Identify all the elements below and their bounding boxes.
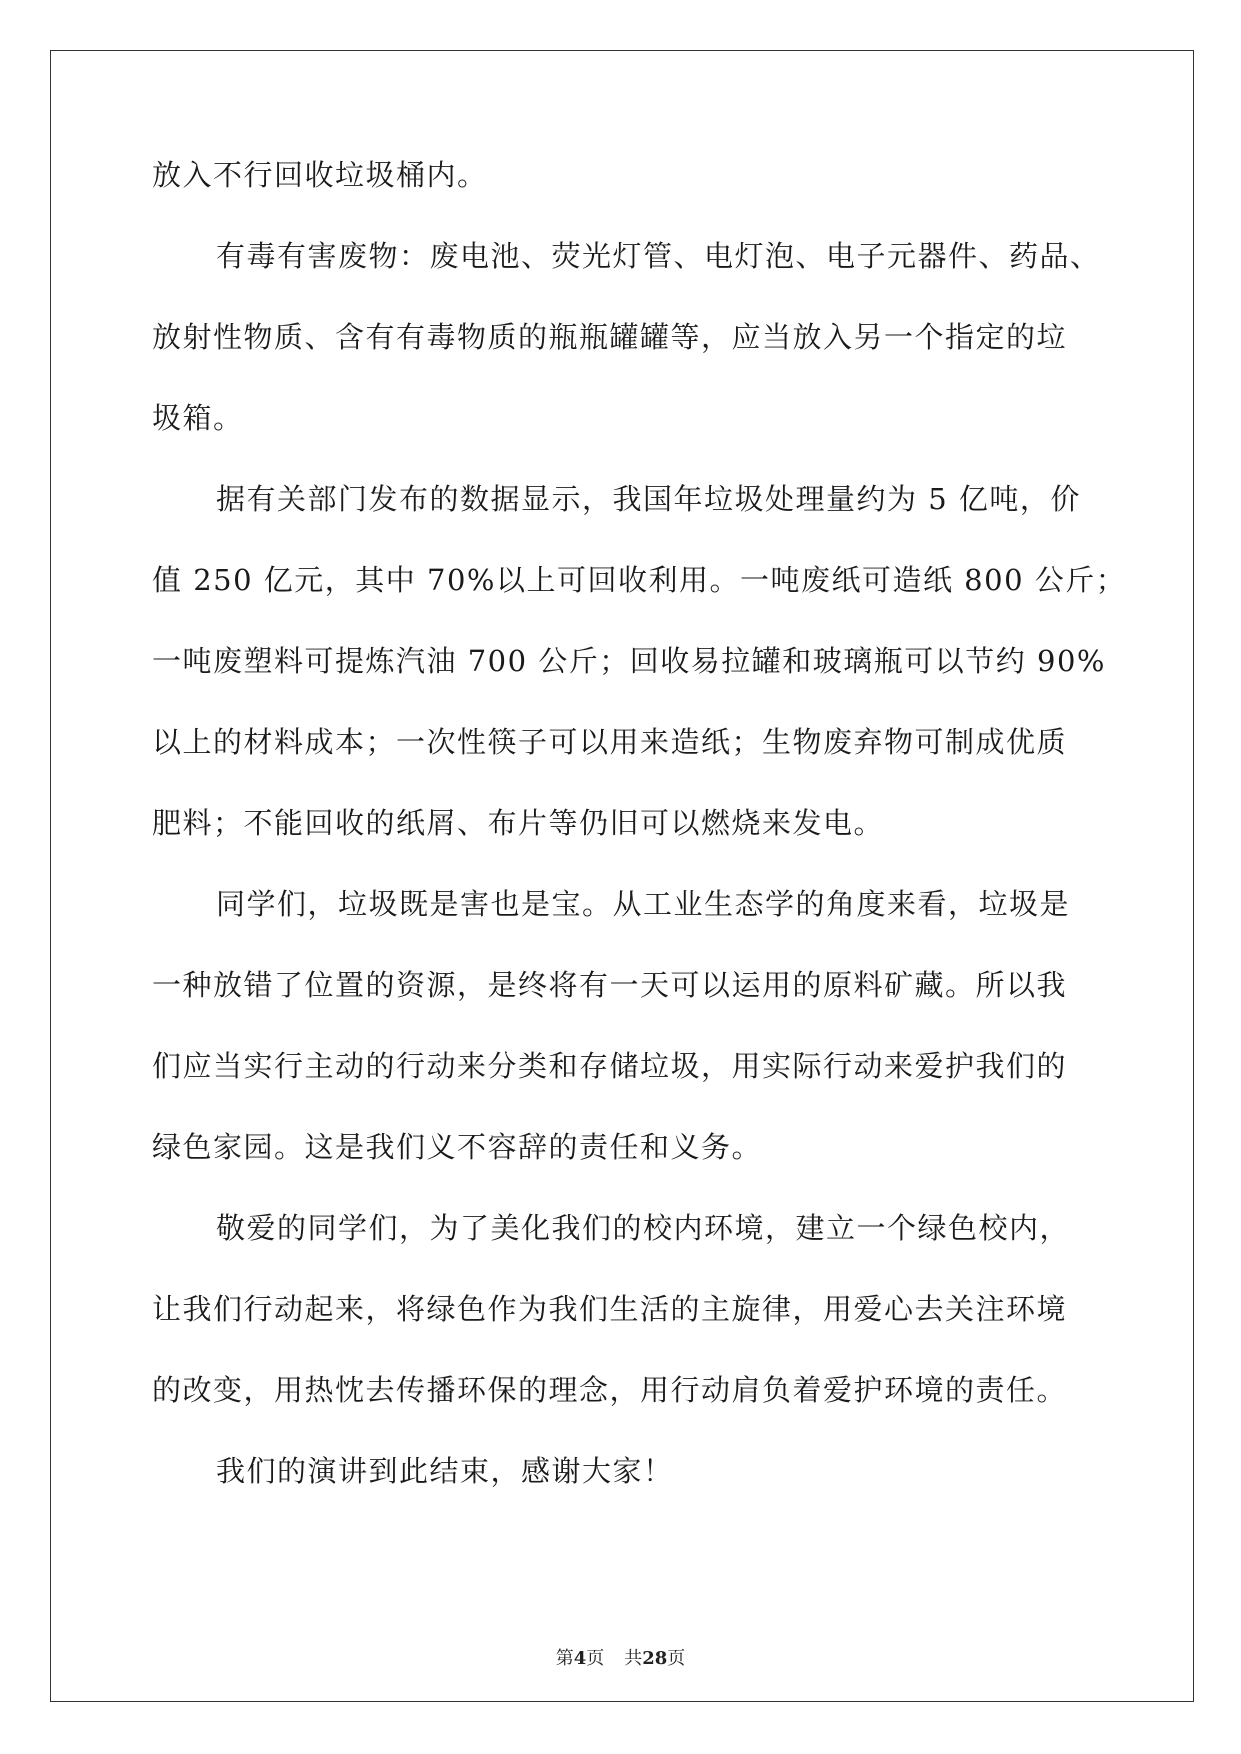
text-line: 有毒有害废物：废电池、荧光灯管、电灯泡、电子元器件、药品、 [216,239,1101,273]
text-line: 绿色家园。这是我们义不容辞的责任和义务。 [152,1130,763,1164]
text-line: 据有关部门发布的数据显示，我国年垃圾处理量约为 5 亿吨，价 [216,482,1081,516]
text-line: 让我们行动起来，将绿色作为我们生活的主旋律，用爱心去关注环境 [152,1292,1068,1326]
text-line: 敬爱的同学们，为了美化我们的校内环境，建立一个绿色校内， [216,1211,1071,1245]
text-line: 值 250 亿元，其中 70%以上可回收利用。一吨废纸可造纸 800 公斤； [152,563,1127,597]
total-pages: 28 [642,1648,668,1669]
page-label-suffix: 页 [586,1648,605,1669]
text-line: 我们的演讲到此结束，感谢大家！ [216,1454,674,1488]
text-line: 一吨废塑料可提炼汽油 700 公斤；回收易拉罐和玻璃瓶可以节约 90% [152,644,1106,678]
total-label-suffix: 页 [667,1648,686,1669]
text-line: 放射性物质、含有有毒物质的瓶瓶罐罐等，应当放入另一个指定的垃 [152,320,1068,354]
text-line: 同学们，垃圾既是害也是宝。从工业生态学的角度来看，垃圾是 [216,887,1071,921]
text-line: 们应当实行主动的行动来分类和存储垃圾，用实际行动来爱护我们的 [152,1049,1068,1083]
text-line: 圾箱。 [152,401,244,435]
page-number: 4 [573,1648,587,1669]
text-line: 一种放错了位置的资源，是终将有一天可以运用的原料矿藏。所以我 [152,968,1068,1002]
page-footer [0,1644,1241,1670]
text-line: 肥料；不能回收的纸屑、布片等仍旧可以燃烧来发电。 [152,806,885,840]
text-line: 的改变，用热忱去传播环保的理念，用行动肩负着爱护环境的责任。 [152,1373,1068,1407]
text-line: 放入不行回收垃圾桶内。 [152,158,488,192]
document-body [152,157,1127,1534]
page-label-prefix: 第 [555,1648,574,1669]
total-label-prefix: 共 [624,1648,643,1669]
text-line: 以上的材料成本；一次性筷子可以用来造纸；生物废弃物可制成优质 [152,725,1068,759]
